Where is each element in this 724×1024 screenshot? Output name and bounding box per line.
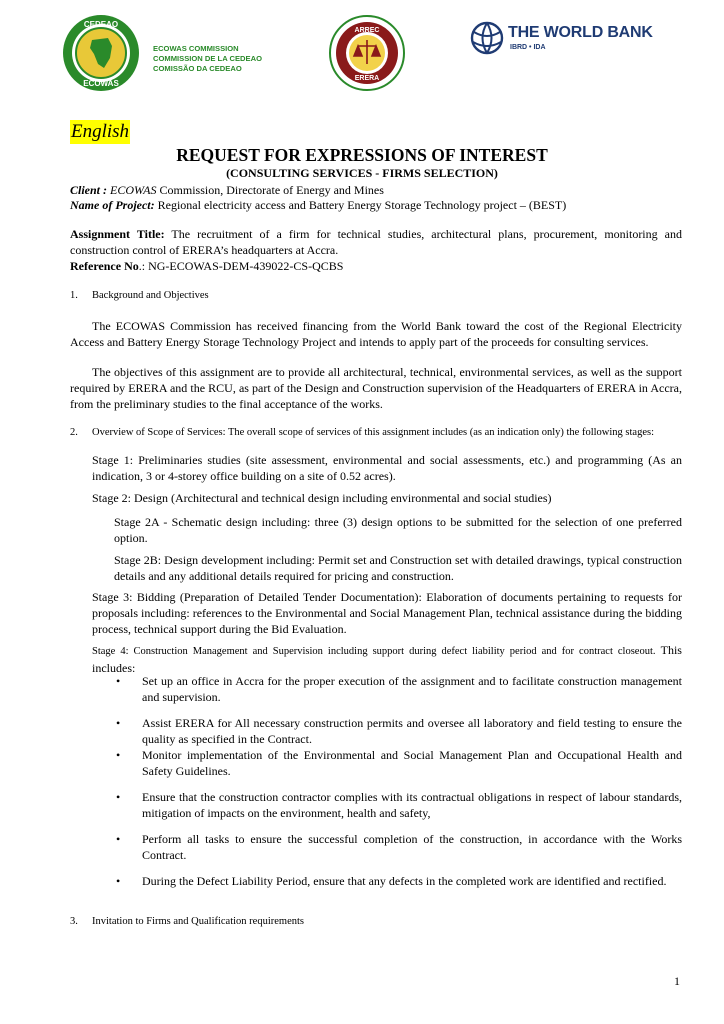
page-number: 1 bbox=[674, 974, 680, 988]
stage-1-text: Stage 1: Preliminaries studies (site assessment, environmental and social assessments, etc.) and programming (As an indication, 3 or 4-storey office building on a site of 0.52 acres). bbox=[92, 453, 682, 483]
assignment-block bbox=[70, 226, 682, 258]
bullet-icon: • bbox=[116, 790, 121, 804]
ecowas-logo-top-text: CEDEAO bbox=[83, 20, 119, 29]
page-subtitle: (CONSULTING SERVICES - FIRMS SELECTION) bbox=[226, 166, 498, 180]
stage-3-text: Stage 3: Bidding (Preparation of Detailed Tender Documentation): Elaboration of documents pertaining to requests for proposals including: references to the Environmental and Social Management Plan, technical assistance during the bidding process, technical support during the Bid Evaluation. bbox=[92, 590, 682, 636]
ecowas-text-line-pt: COMISSÃO DA CEDEAO bbox=[153, 64, 242, 73]
ecowas-logo-bottom-text: ECOWAS bbox=[83, 79, 119, 88]
section-2-number: 2. bbox=[70, 427, 78, 438]
section-1-number: 1. bbox=[70, 290, 78, 301]
section-3-number: 3. bbox=[70, 916, 78, 927]
client-line bbox=[70, 182, 682, 198]
section-3-heading: Invitation to Firms and Qualification requirements bbox=[92, 916, 304, 927]
section-1-paragraph-2: The objectives of this assignment are to provide all architectural, technical, environmental services, as well as the support required by ERERA and the RCU, as part of the Design and Construction supervision of the Headquarters of ERERA in Accra, from the preliminary studies to the final acceptance of the works. bbox=[70, 365, 682, 411]
ecowas-text-line-fr: COMMISSION DE LA CEDEAO bbox=[153, 54, 262, 63]
bullet-icon: • bbox=[116, 832, 121, 846]
bullet-text: Perform all tasks to ensure the successful completion of the construction, in accordance with the Works Contract. bbox=[142, 832, 682, 862]
client-label: Client : bbox=[70, 183, 111, 197]
project-label: Name of Project: bbox=[70, 198, 155, 212]
stage-2-text: Stage 2: Design (Architectural and technical design including environmental and social studies) bbox=[92, 491, 552, 505]
reference-label: Reference No bbox=[70, 259, 139, 273]
arrec-logo-bottom-text: ERERA bbox=[354, 75, 380, 82]
project-value: Regional electricity access and Battery Energy Storage Technology project – (BEST) bbox=[154, 198, 567, 212]
language-label: English bbox=[71, 121, 130, 142]
stage-4-bullet-list bbox=[114, 673, 682, 889]
section-1-heading: Background and Objectives bbox=[92, 290, 209, 301]
ecowas-logo-icon bbox=[62, 14, 140, 92]
project-line bbox=[70, 197, 682, 213]
erera-logo-icon bbox=[328, 14, 406, 92]
reference-value: .: NG-ECOWAS-DEM-439022-CS-QCBS bbox=[138, 259, 344, 273]
list-item bbox=[114, 831, 682, 863]
stage-4-text bbox=[92, 642, 682, 676]
bullet-icon: • bbox=[116, 674, 121, 688]
list-item bbox=[114, 715, 682, 747]
list-item bbox=[114, 673, 682, 705]
bullet-icon: • bbox=[116, 716, 121, 730]
world-bank-globe-icon bbox=[470, 20, 504, 60]
list-item bbox=[114, 789, 682, 821]
bullet-icon: • bbox=[116, 874, 121, 888]
letterhead bbox=[0, 0, 724, 110]
client-value: Commission, Directorate of Energy and Mines bbox=[156, 183, 384, 197]
list-item bbox=[114, 747, 682, 779]
arrec-logo-top-text: ARREC bbox=[354, 27, 380, 34]
bullet-text: During the Defect Liability Period, ensure that any defects in the completed work are identified and rectified. bbox=[142, 874, 667, 888]
page-title: REQUEST FOR EXPRESSIONS OF INTEREST bbox=[176, 145, 548, 165]
bullet-icon: • bbox=[116, 748, 121, 762]
world-bank-subtitle: IBRD • IDA bbox=[510, 44, 546, 51]
assignment-label: Assignment Title: bbox=[70, 227, 165, 241]
stage-4-heading: Stage 4: Construction Management and Supervision including support during defect liability period and for contract closeout. bbox=[92, 646, 656, 657]
assignment-value: The recruitment of a firm for technical studies, architectural plans, procurement, monitoring and construction control of ERERA’s headquarters at Accra. bbox=[70, 227, 683, 257]
reference-line bbox=[70, 258, 682, 274]
world-bank-name: THE WORLD BANK bbox=[508, 24, 653, 41]
stage-4-includes: This includes: bbox=[92, 643, 682, 675]
section-2-intro: Overview of Scope of Services: The overall scope of services of this assignment includes (as an indication only) the following stages: bbox=[92, 427, 654, 438]
ecowas-commission-text bbox=[153, 44, 262, 74]
ecowas-text-line-en: ECOWAS COMMISSION bbox=[153, 44, 239, 53]
list-item bbox=[114, 873, 682, 889]
stage-2b-text: Stage 2B: Design development including: Permit set and Construction set with detailed drawings, typical construction details and any additional details required for pricing and construction. bbox=[114, 553, 682, 583]
bullet-text: Assist ERERA for All necessary construction permits and oversee all laboratory and field testing to ensure the quality as specified in the Contract. bbox=[142, 716, 682, 746]
bullet-text: Ensure that the construction contractor complies with its contractual obligations in respect of labour standards, mitigation of impacts on the environment, health and safety, bbox=[142, 790, 682, 820]
stage-2a-text: Stage 2A - Schematic design including: three (3) design options to be submitted for the selection of one preferred option. bbox=[114, 515, 682, 545]
bullet-text: Set up an office in Accra for the proper execution of the assignment and to facilitate construction management and supervision. bbox=[142, 674, 682, 704]
section-1-paragraph-1: The ECOWAS Commission has received financing from the World Bank toward the cost of the Regional Electricity Access and Battery Energy Storage Technology Project and intends to apply part of the proceeds for consulting services. bbox=[70, 319, 682, 349]
client-org: ECOWAS bbox=[110, 183, 157, 197]
bullet-text: Monitor implementation of the Environmental and Social Management Plan and Occupational Health and Safety Guidelines. bbox=[142, 748, 682, 778]
